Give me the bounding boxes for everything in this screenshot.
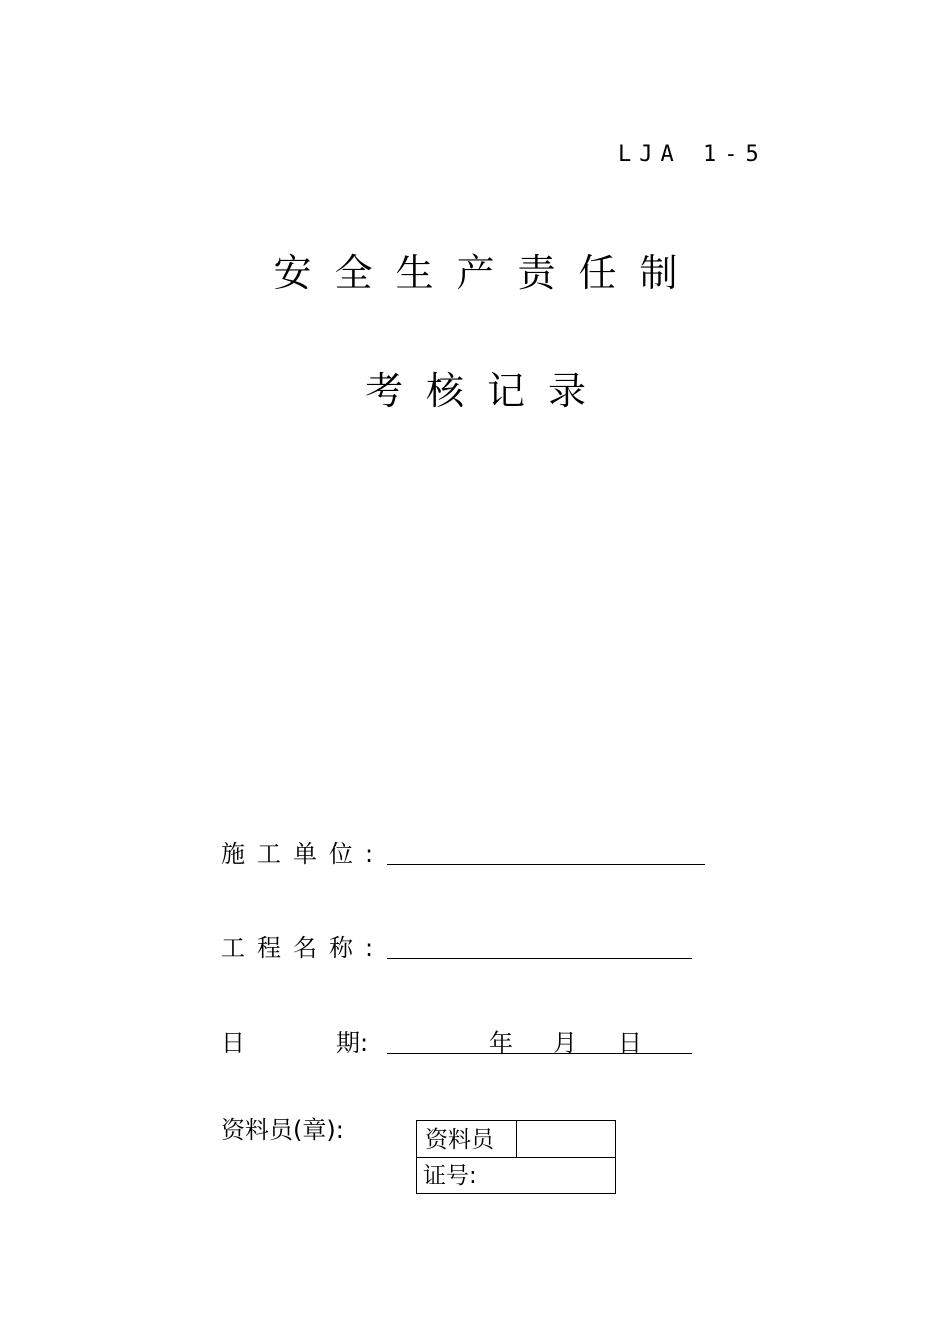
title-line-1: 安全生产责任制 <box>273 251 701 295</box>
stamp-cert-cell: 证号: <box>423 1163 477 1189</box>
date-field <box>221 1023 701 1057</box>
date-year-label: 年 <box>489 1029 513 1057</box>
archivist-stamp-box <box>416 1120 616 1194</box>
date-month-label: 月 <box>553 1029 577 1057</box>
date-label-day: 日 <box>221 1029 245 1057</box>
document-code: LJA 1-5 <box>618 142 767 167</box>
project-name-input-line[interactable] <box>387 928 692 959</box>
date-day-label: 日 <box>618 1029 642 1057</box>
archivist-stamp-label: 资料员(章): <box>221 1116 344 1144</box>
stamp-row-role <box>417 1121 615 1158</box>
project-name-label: 工程名称: <box>221 934 386 962</box>
construction-unit-label: 施工单位: <box>221 840 386 868</box>
title-line-2: 考核记录 <box>364 369 609 413</box>
stamp-role-cell: 资料员 <box>417 1121 517 1158</box>
construction-unit-input-line[interactable] <box>387 834 705 865</box>
date-input-line[interactable] <box>387 1023 692 1054</box>
date-label-period: 期: <box>336 1029 369 1057</box>
